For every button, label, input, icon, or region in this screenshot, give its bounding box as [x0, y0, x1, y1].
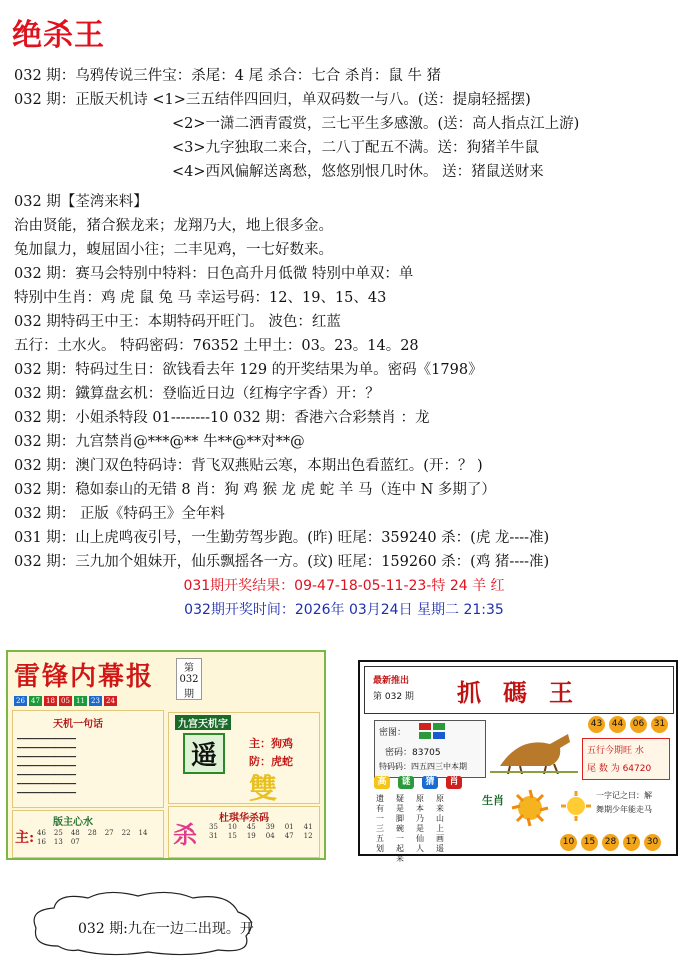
right-poster [358, 660, 678, 863]
big-char: 遥 [183, 733, 225, 774]
forecast-line: 032 期：稳如泰山的无错 8 肖：狗 鸡 猴 龙 虎 蛇 羊 马（连中 N 多期了） [14, 482, 496, 498]
issue-suffix: 期 [184, 689, 194, 700]
card-line2: 密码：83705 [385, 748, 441, 758]
number-circle: 17 [623, 834, 640, 851]
number-circle: 15 [581, 834, 598, 851]
result-ball: 23 [89, 696, 102, 706]
wuxing-line: 五行今期旺 水 [587, 746, 644, 756]
number-circle: 31 [651, 716, 668, 733]
forecast-line: 032 期：特码过生日：欲钱看去年 129 的开奖结果为单。密码《1798》 [14, 362, 483, 378]
wuxing-box [582, 738, 670, 780]
sha-number: 47 [284, 832, 294, 840]
zhu-char: 主: [15, 830, 35, 846]
sha-char: 杀 [173, 821, 197, 849]
right-poster-sub: 最新推出 [373, 676, 410, 686]
forecast-line: 032 期：九宫禁肖@***@** 牛**@**对**@ [14, 434, 305, 450]
forecast-line: 五行：土水火。 特码密码：76352 土甲土：03。23。14。28 [14, 338, 419, 354]
sha-number: 39 [265, 823, 275, 831]
tiger-icon [510, 788, 550, 828]
forecast-line: <2>一潇二洒青霞赏，三七平生多感激。(送：高人指点江上游) [172, 116, 580, 132]
page-title: 绝杀王 [12, 18, 105, 53]
result-ball: 26 [14, 696, 27, 706]
sha-number: 31 [209, 832, 218, 840]
sha-number: 04 [265, 832, 275, 840]
number-circle: 28 [602, 834, 619, 851]
sha-numbers [209, 823, 313, 841]
forecast-line: 治由贤能，猪合猴龙来；龙翔乃大，地上很多金。 [14, 218, 333, 234]
left-poster-title: 雷锋内幕报 [14, 662, 155, 692]
card-line1: 密图： [379, 728, 407, 738]
zhu-number: 28 [87, 829, 97, 837]
zhu-label: 主：狗鸡 [249, 737, 293, 750]
right-poster-issue: 第 032 期 [373, 692, 414, 702]
jiugong-box [168, 712, 320, 804]
sha-number: 10 [227, 823, 237, 831]
sha-number: 35 [209, 823, 218, 831]
result-balls [14, 696, 117, 706]
tianji-label: 天机一句话 [53, 719, 103, 730]
sha-number: 15 [227, 832, 237, 840]
sha-number: 45 [246, 823, 256, 831]
result-ball: 18 [44, 696, 57, 706]
banzhu-label: 版主心水 [53, 817, 93, 828]
vert-text-4: 原来山上画遥 [436, 794, 444, 853]
card-line3: 特码码：四五四三中本期 [379, 762, 467, 771]
zhu-number: 46 [37, 829, 46, 837]
sha-number: 12 [303, 832, 313, 840]
forecast-line: 032 期特码王中王：本期特码开旺门。 波色：红蓝 [14, 314, 341, 330]
tag-badge: 肖 [446, 776, 462, 789]
forecast-line: 031 期：山上虎鸣夜引号，一生勤劳驾步跑。(昨) 旺尾：359240 杀：(虎 龙----准) [14, 530, 550, 546]
zhu-number: 13 [53, 838, 63, 846]
vert-text-3: 原本乃是仙人 [416, 794, 424, 853]
issue-number: 032 [179, 674, 199, 685]
left-poster [6, 650, 326, 860]
number-circle: 06 [630, 716, 647, 733]
cloud-bubble [28, 888, 258, 958]
right-poster-title: 抓碼王 [457, 678, 595, 707]
forecast-line: 032 期： 正版《特码王》全年料 [14, 506, 225, 522]
forecast-line: 032 期：澳门双色特码诗：背飞双燕贴云寒，本期出色看蓝红。(开：？ ) [14, 458, 483, 474]
forecast-line: 032 期：乌鸦传说三件宝：杀尾：4 尾 杀合：七合 杀肖：鼠 牛 猪 [14, 68, 442, 84]
result-ball: 05 [59, 696, 72, 706]
code-card [374, 720, 486, 778]
tianji-text: ━━━━━━━━━━━━━━ ━━━━━━━━━━━━━━ ━━━━━━━━━━━━━━ ━━━━━━━━━━━━━━ ━━━━━━━━━━━━━━ ━━━━━━━━━━━━━━ ━━━━━━━━━━━━━━ [17, 735, 77, 797]
zhu-numbers [37, 829, 157, 847]
zhu-number: 27 [104, 829, 114, 837]
shengxiao-label: 生肖 [482, 794, 504, 807]
tag-badge: 谜 [398, 776, 414, 789]
poem-line1: 一字记之曰：解 [596, 791, 652, 800]
forecast-line: 032 期：正版天机诗 <1>三五结伴四回归，单双码数一与八。(送：提扇轻摇摆) [14, 92, 531, 108]
zhu-number: 48 [70, 829, 80, 837]
sha-number: 41 [303, 823, 313, 831]
number-circle: 43 [588, 716, 605, 733]
sha-number: 19 [246, 832, 256, 840]
sha-number: 01 [284, 823, 294, 831]
forecast-line: 032 期：三九加个姐妹开，仙乐飘摇各一方。(玟) 旺尾：159260 杀：(鸡 猪----准) [14, 554, 550, 570]
zhu-number: 22 [121, 829, 131, 837]
result-ball: 47 [29, 696, 42, 706]
forecast-line: 032 期：鐵算盘玄机：登临近日边（红梅字字香）开：？ [14, 386, 380, 402]
forecast-line: 032期开奖时间：2026年 03月24日 星期二 21:35 [184, 602, 504, 618]
left-poster-issue [176, 658, 202, 700]
poem-line2: 舞期少年能走马 [596, 805, 652, 814]
forecast-line: <3>九字独取二来合，二八丁配五不满。送：狗猪羊牛鼠 [172, 140, 540, 156]
banzhu-box [12, 810, 164, 858]
number-circle: 10 [560, 834, 577, 851]
shuang-char: 雙 [249, 772, 278, 805]
zhu-number: 25 [53, 829, 63, 837]
forecast-line: 特别中生肖：鸡 虎 鼠 兔 马 幸运号码：12、19、15、43 [14, 290, 387, 306]
zhu-number: 14 [138, 829, 148, 837]
result-ball: 11 [74, 696, 87, 706]
tianji-box [12, 710, 164, 808]
jiugong-label: 九宫天机字 [175, 715, 231, 730]
forecast-line: 032 期：小姐杀特段 01--------10 032 期：香港六合彩禁肖 ：龙 [14, 410, 430, 426]
right-poster-header [364, 666, 674, 714]
vert-text-1: 遗有一三五划 [376, 794, 384, 853]
forecast-line: 032 期【荃湾来料】 [14, 194, 148, 210]
vert-text-2: 疑是脚碗一起来 [396, 794, 404, 863]
zhu-number: 16 [37, 838, 46, 846]
forecast-line: 032 期：赛马会特别中特料：日色高升月低微 特别中单双：单 [14, 266, 414, 282]
forecast-line: <4>西风偏解送离愁，悠悠别恨几时休。 送：猪鼠送财来 [172, 164, 544, 180]
zhu-number: 07 [70, 838, 80, 846]
result-ball: 24 [104, 696, 117, 706]
sun-icon [560, 790, 592, 822]
fang-label: 防：虎蛇 [249, 755, 293, 768]
issue-label: 第 [184, 663, 194, 674]
forecast-lines [14, 64, 674, 622]
sha-label: 杜琪华杀码 [219, 813, 269, 824]
cloud-text: 032 期:九在一边二出现。开 [78, 921, 254, 937]
tag-badge: 高 [374, 776, 390, 789]
tag-badge: 猜 [422, 776, 438, 789]
forecast-line: 兔加鼠力，蝮屈固小往；二丰见鸡，一七好数来。 [14, 242, 333, 258]
weishu-line: 尾 数 为 64720 [587, 764, 652, 774]
number-circle: 44 [609, 716, 626, 733]
number-circle: 30 [644, 834, 661, 851]
forecast-line: 031期开奖结果：09-47-18-05-11-23-特 24 羊 红 [183, 578, 505, 594]
logo-icon [419, 723, 445, 739]
horse-image [490, 726, 578, 774]
sha-box [168, 806, 320, 858]
